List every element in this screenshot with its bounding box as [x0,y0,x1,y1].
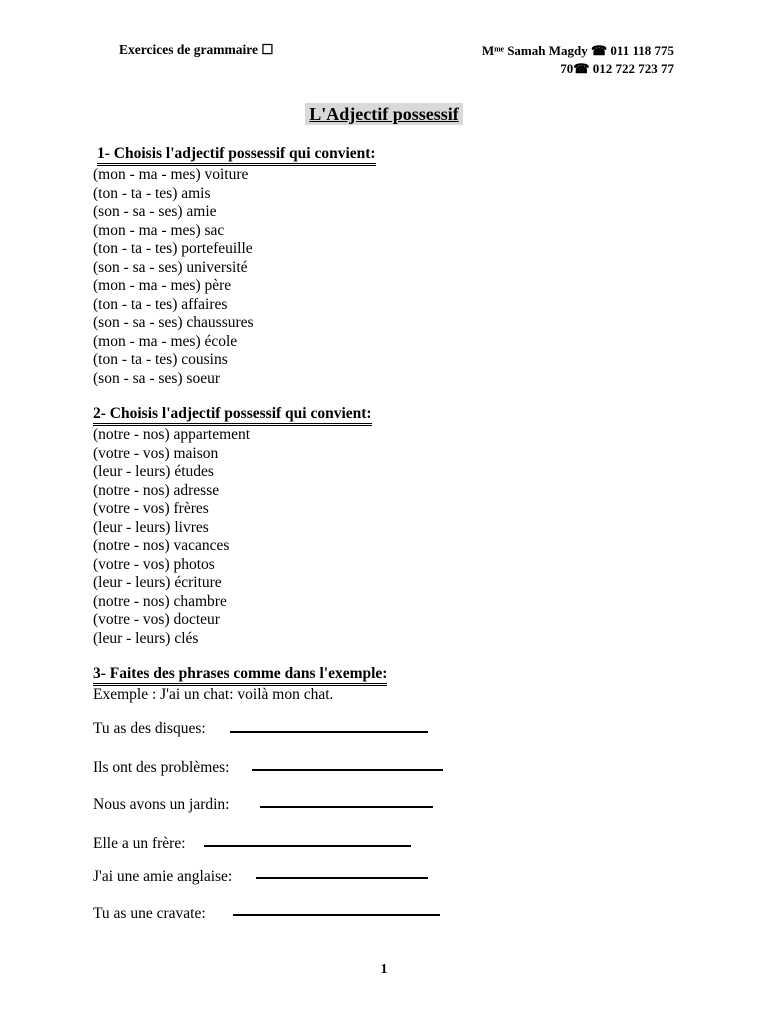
list-item: (votre - vos) maison [93,444,219,462]
list-item: (ton - ta - tes) amis [93,184,211,202]
list-item: (ton - ta - tes) affaires [93,295,228,313]
question-row [93,868,232,886]
list-item: (leur - leurs) écriture [93,574,222,591]
page-title: L'Adjectif possessif [305,103,463,125]
question-text: Nous avons un jardin: [93,796,230,813]
exercise-2 [93,405,372,648]
list-item: (votre - vos) photos [93,555,215,573]
list-item: (son - sa - ses) université [93,258,248,276]
question-row [93,835,186,853]
list-item: (votre - vos) frères [93,500,209,517]
teacher-contact-line-2: 70☎ 012 722 723 77 [560,61,674,76]
list-item: (notre - nos) vacances [93,537,230,554]
question-text: Tu as des disques: [93,720,206,737]
list-item: (notre - nos) adresse [93,481,220,499]
question-row [93,796,229,814]
list-item: (ton - ta - tes) cousins [93,351,228,368]
question-text: Tu as une cravate: [93,905,206,922]
list-item: (son - sa - ses) soeur [93,369,220,387]
list-item: (son - sa - ses) chaussures [93,314,254,331]
list-item: (leur - leurs) études [93,463,214,480]
answer-line[interactable] [230,731,428,733]
list-item: (ton - ta - tes) portefeuille [93,240,253,257]
question-text: J'ai une amie anglaise: [93,868,233,885]
list-item: (mon - ma - mes) voiture [93,166,249,183]
teacher-contact-line-1: Mᵐᵉ Samah Magdy ☎ 011 118 775 [481,43,674,58]
question-row [93,759,229,777]
exercise-3 [93,665,387,704]
answer-line[interactable] [256,877,428,879]
list-item: (mon - ma - mes) sac [93,221,225,239]
exercise-3-heading: 3- Faites des phrases comme dans l'exemple: [93,665,387,686]
page-number: 1 [380,962,388,977]
answer-line[interactable] [233,914,440,916]
example-sentence: Exemple : J'ai un chat: voilà mon chat. [93,686,334,703]
title-container [0,103,768,125]
list-item: (notre - nos) appartement [93,426,251,443]
header-left: Exercices de grammaire ☐ [119,42,274,57]
answer-line[interactable] [252,769,443,771]
question-text: Elle a un frère: [93,835,186,852]
question-row [93,905,206,923]
list-item: (mon - ma - mes) école [93,332,238,350]
list-item: (leur - leurs) clés [93,629,199,647]
list-item: (mon - ma - mes) père [93,277,232,294]
list-item: (votre - vos) docteur [93,611,220,628]
exercise-1-heading: 1- Choisis l'adjectif possessif qui convient: [97,145,376,166]
exercise-1 [93,145,376,388]
answer-line[interactable] [204,845,411,847]
exercise-2-heading: 2- Choisis l'adjectif possessif qui convient: [93,405,372,426]
list-item: (son - sa - ses) amie [93,203,217,220]
list-item: (leur - leurs) livres [93,518,209,536]
question-text: Ils ont des problèmes: [93,759,230,776]
list-item: (notre - nos) chambre [93,592,227,610]
answer-line[interactable] [260,806,433,808]
header-right [482,42,674,78]
question-row [93,720,206,738]
